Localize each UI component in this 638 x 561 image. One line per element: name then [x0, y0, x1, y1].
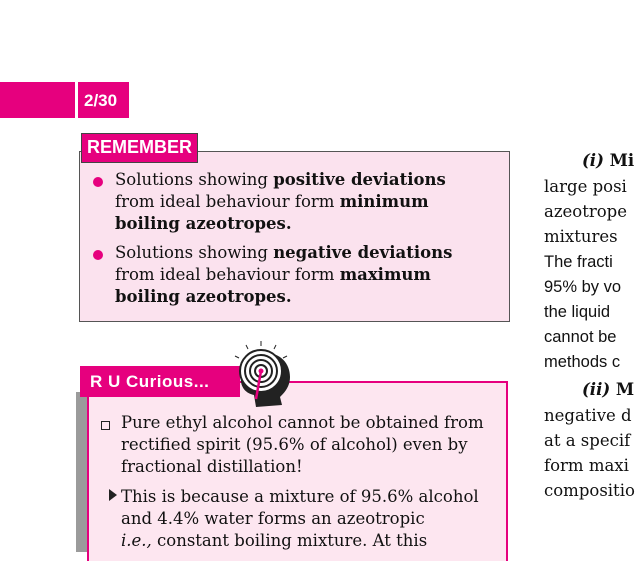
- line: from ideal behaviour form minimum: [115, 192, 429, 211]
- right-line: negative d: [544, 406, 632, 425]
- line: and 4.4% water forms an azeotropic: [121, 509, 425, 528]
- right-line: 95% by vo: [544, 278, 622, 296]
- remember-title: REMEMBER: [81, 133, 198, 163]
- checkbox-bullet-icon: [101, 421, 110, 430]
- remember-item-1: [115, 169, 495, 235]
- curious-box-shadow: [76, 392, 87, 552]
- right-line: form maxi: [544, 456, 629, 475]
- right-line: compositio: [544, 481, 635, 500]
- right-line: The fracti: [544, 253, 613, 271]
- remember-item-2: [115, 242, 495, 308]
- head-with-concentric-circles-icon: [226, 339, 298, 413]
- right-line: methods c: [544, 353, 621, 371]
- bullet-icon: [93, 250, 103, 260]
- line: from ideal behaviour form maximum: [115, 265, 431, 284]
- bullet-icon: [93, 177, 103, 187]
- page-number: 2/30: [78, 82, 129, 118]
- line: i.e., constant boiling mixture. At this: [121, 531, 428, 550]
- header-color-bar: [0, 82, 75, 118]
- curious-item-2: [121, 486, 496, 552]
- line: boiling azeotropes.: [115, 214, 292, 233]
- right-heading-1: (i) Mi: [582, 151, 635, 170]
- line: rectified spirit (95.6% of alcohol) even by: [121, 435, 468, 454]
- right-line: mixtures: [544, 227, 618, 246]
- line: Solutions showing positive deviations: [115, 170, 446, 189]
- curious-item-1: [121, 412, 496, 478]
- line: fractional distillation!: [121, 457, 303, 476]
- line: Solutions showing negative deviations: [115, 243, 453, 262]
- line: boiling azeotropes.: [115, 287, 292, 306]
- right-heading-2: (ii) M: [582, 380, 635, 399]
- line: This is because a mixture of 95.6% alcohol: [121, 487, 479, 506]
- right-line: azeotrope: [544, 202, 628, 221]
- curious-title: R U Curious...: [80, 366, 240, 397]
- line: Pure ethyl alcohol cannot be obtained from: [121, 413, 484, 432]
- right-line: cannot be: [544, 328, 617, 346]
- right-line: at a specif: [544, 431, 631, 450]
- arrow-bullet-icon: [109, 489, 117, 501]
- right-line: the liquid: [544, 303, 611, 321]
- right-line: large posi: [544, 177, 627, 196]
